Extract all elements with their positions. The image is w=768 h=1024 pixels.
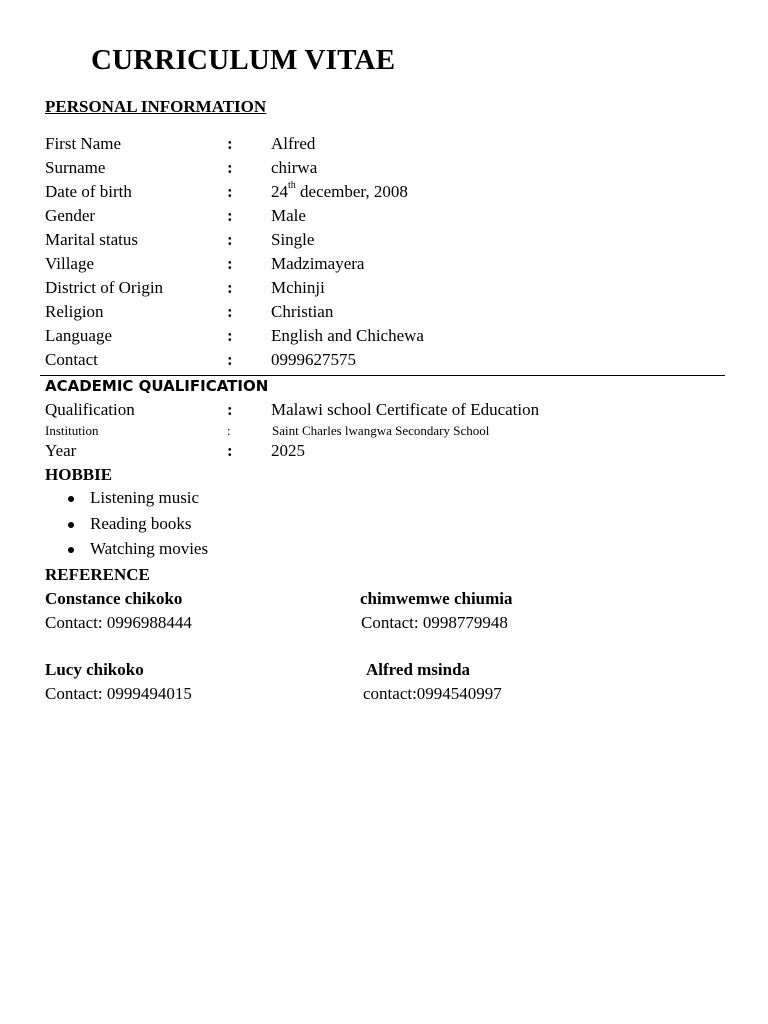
personal-row-village — [45, 254, 725, 278]
field-value: Single — [271, 230, 315, 249]
academic-row-year — [45, 441, 725, 465]
personal-row-first-name — [45, 134, 725, 158]
field-separator: : — [227, 278, 233, 297]
bullet-icon — [68, 522, 74, 528]
field-value: chirwa — [271, 158, 318, 177]
hobbies-list — [68, 488, 208, 565]
academic-qualification-heading: ACADEMIC QUALIFICATION — [45, 377, 269, 395]
reference-name: Lucy chikoko — [45, 660, 144, 679]
field-value: Saint Charles lwangwa Secondary School — [272, 423, 490, 438]
field-separator: : — [227, 158, 233, 177]
reference-contact: Contact: 0996988444 — [45, 613, 192, 632]
reference-name: chimwemwe chiumia — [360, 589, 513, 608]
personal-row-district — [45, 278, 725, 302]
field-label: Year — [45, 441, 77, 460]
reference-contact: contact:0994540997 — [363, 684, 502, 703]
field-label: District of Origin — [45, 278, 164, 297]
reference-heading: REFERENCE — [45, 565, 150, 584]
field-value: Male — [271, 206, 306, 225]
personal-information-heading: PERSONAL INFORMATION — [45, 97, 267, 116]
list-item — [68, 488, 208, 514]
field-label: Contact — [45, 350, 98, 369]
field-value: Malawi school Certificate of Education — [271, 400, 540, 419]
field-value — [271, 182, 408, 202]
hobbies-heading: HOBBIE — [45, 465, 113, 484]
personal-row-date-of-birth — [45, 182, 725, 206]
hobby-text: Watching movies — [90, 539, 209, 558]
reference-contact: Contact: 0998779948 — [361, 613, 508, 632]
reference-contact: Contact: 0999494015 — [45, 684, 192, 703]
field-label: First Name — [45, 134, 122, 153]
field-label: Institution — [45, 423, 99, 438]
field-separator: : — [227, 302, 233, 321]
document-title: CURRICULUM VITAE — [91, 44, 396, 76]
birth-day: 24 — [271, 182, 288, 201]
field-separator: : — [227, 400, 233, 419]
field-separator: : — [227, 326, 233, 345]
personal-row-religion — [45, 302, 725, 326]
field-label: Gender — [45, 206, 96, 225]
field-value: Christian — [271, 302, 334, 321]
field-label: Religion — [45, 302, 104, 321]
field-separator: : — [227, 230, 233, 249]
personal-row-language — [45, 326, 725, 350]
birth-month-year: december, 2008 — [295, 182, 408, 201]
reference-name: Alfred msinda — [366, 660, 471, 679]
field-separator: : — [227, 254, 233, 273]
field-value: English and Chichewa — [271, 326, 424, 345]
list-item — [68, 514, 208, 540]
section-divider — [40, 375, 725, 376]
personal-row-gender — [45, 206, 725, 230]
field-separator: : — [227, 423, 231, 438]
field-separator: : — [227, 134, 233, 153]
field-label: Village — [45, 254, 95, 273]
field-label: Qualification — [45, 400, 135, 419]
field-separator: : — [227, 182, 233, 201]
field-separator: : — [227, 206, 233, 225]
field-separator: : — [227, 350, 233, 369]
field-label: Language — [45, 326, 113, 345]
bullet-icon — [68, 547, 74, 553]
field-value: Alfred — [271, 134, 316, 153]
field-label: Surname — [45, 158, 106, 177]
hobby-text: Reading books — [90, 513, 192, 533]
hobby-text: Listening music — [90, 488, 200, 507]
field-label: Marital status — [45, 230, 139, 249]
personal-row-contact — [45, 350, 725, 374]
field-value: 2025 — [271, 441, 305, 460]
field-value: 0999627575 — [271, 350, 356, 369]
field-value: Madzimayera — [271, 254, 365, 273]
personal-row-surname — [45, 158, 725, 182]
academic-row-qualification — [45, 400, 725, 424]
field-label: Date of birth — [45, 182, 132, 201]
field-separator: : — [227, 441, 233, 460]
reference-name: Constance chikoko — [45, 589, 183, 608]
bullet-icon — [68, 496, 74, 502]
birth-day-suffix: th — [288, 180, 296, 191]
field-value: Mchinji — [271, 278, 325, 297]
personal-row-marital-status — [45, 230, 725, 254]
list-item — [68, 539, 208, 565]
